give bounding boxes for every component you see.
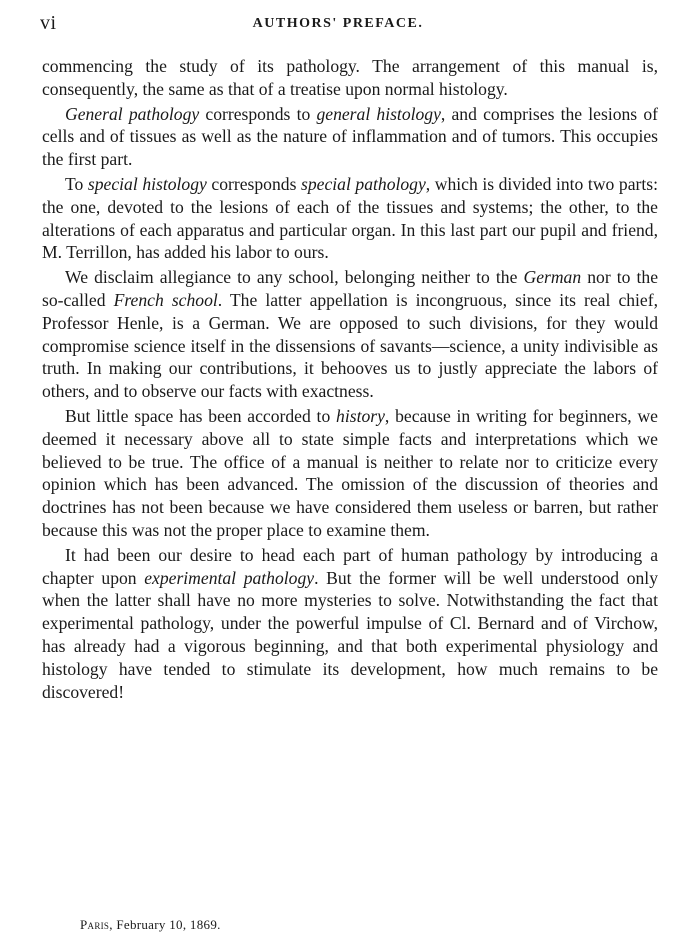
signature-place: Paris <box>80 917 110 932</box>
italic-phrase: special pathology <box>301 173 426 194</box>
text-run: , because in writing for beginners, we deemed it necessary above all to state simple facts and interpretations which we believed to be true. The office of a manual is neither to relate nor to criticize every opinion which has been advanced. The omission of the discussion of theories and doctrines has not been because we have considered them useless or barren, but rather because this was not the proper place to examine them. <box>42 405 658 540</box>
text-run: . The latter appellation is incongruous, since its real chief, Professor Henle, is a German. We are opposed to such divisions, for they would compromise science itself in the dissensions of savants—science, a unity indivisible as truth. In making our contributions, it behooves us to justly appreciate the labors of others, and to observe our facts with exactness. <box>42 289 659 402</box>
paragraph <box>42 173 658 264</box>
text-run: To <box>65 173 88 194</box>
page-number: vi <box>40 12 57 34</box>
signature-line <box>80 917 221 933</box>
text-run: It had been our desire to head each part of human pathology by introducing a chapter upon <box>42 544 658 588</box>
signature-date: , February 10, 1869. <box>109 917 221 932</box>
text-run: , and comprises the lesions of cells and of tissues as well as the nature of inflammation and of tumors. This occupies the first part. <box>42 103 658 170</box>
page-header-title: AUTHORS' PREFACE. <box>252 16 424 31</box>
preface-body <box>42 55 658 705</box>
running-head <box>0 6 676 38</box>
paragraph <box>42 103 658 171</box>
italic-phrase: general histology <box>316 103 441 124</box>
text-run: . But the former will be well understood only when the latter shall have no more mysteries to solve. Notwithstanding the fact that experimental pathology, under the powerful impulse of Cl. Bernard and of Virchow, has already had a vigorous beginning, and that both experimental physiology and histology have tended to stimulate its development, how much remains to be discovered! <box>42 567 658 702</box>
italic-phrase: experimental pathology <box>144 567 315 588</box>
text-run: We disclaim allegiance to any school, belonging neither to the <box>65 267 524 288</box>
text-run: corresponds to <box>199 103 317 124</box>
italic-phrase: General pathology <box>65 103 200 124</box>
text-run: commencing the study of its pathology. The arrangement of this manual is, consequently, the same as that of a treatise upon normal histology. <box>42 56 658 99</box>
text-run: corresponds <box>206 173 301 194</box>
italic-phrase: history <box>336 405 385 426</box>
paragraph <box>42 544 658 704</box>
italic-phrase: special histology <box>87 173 207 194</box>
italic-phrase: German <box>523 267 582 288</box>
paragraph <box>42 266 658 403</box>
paragraph <box>42 405 658 542</box>
text-run: , which is divided into two parts: the one, devoted to the lesions of each of the tissues and systems; the other, to the alterations of each apparatus and particular organ. In this last part our pupil and friend, M. Terrillon, has added his labor to ours. <box>42 173 658 263</box>
paragraph <box>42 55 658 101</box>
italic-phrase: French school <box>113 289 218 310</box>
text-run: nor to the so-called <box>42 267 659 310</box>
text-run: But little space has been accorded to <box>65 405 337 426</box>
